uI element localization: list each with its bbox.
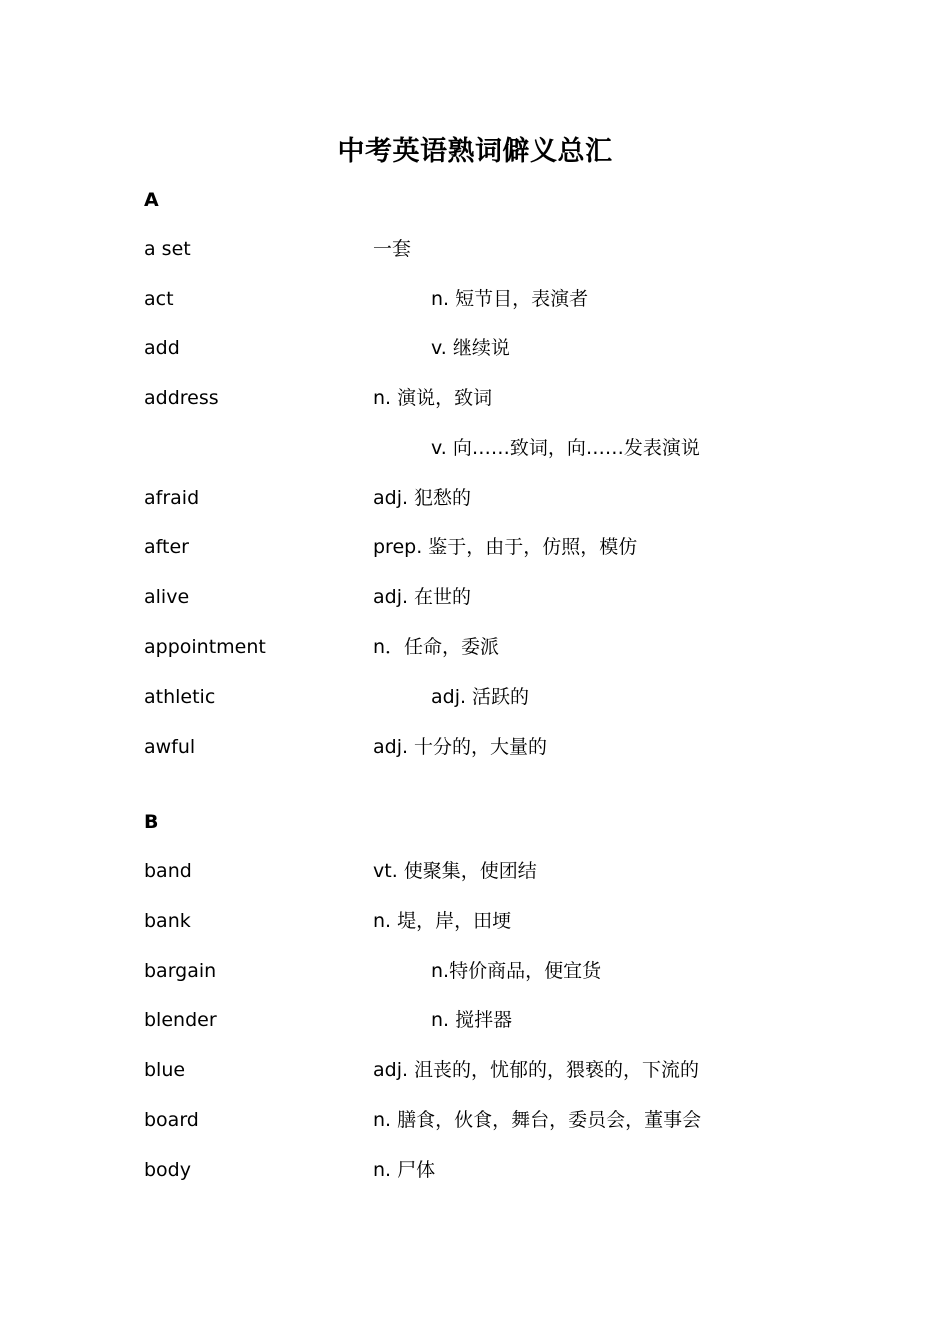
vocab-meaning: n．任命，委派 — [373, 636, 500, 658]
vocab-word: bank — [144, 910, 191, 932]
vocab-entry — [0, 483, 950, 513]
vocab-word: appointment — [144, 636, 266, 658]
vocab-word: afraid — [144, 487, 200, 509]
vocab-entry — [0, 1155, 950, 1185]
vocab-word: blender — [144, 1009, 217, 1031]
vocab-word: add — [144, 337, 180, 359]
vocab-meaning: n. 堤，岸，田埂 — [373, 910, 512, 932]
vocab-entry — [0, 732, 950, 762]
vocab-meaning: n. 搅拌器 — [431, 1009, 513, 1031]
vocab-entry — [0, 532, 950, 562]
vocab-entry — [0, 1005, 950, 1035]
section-heading-a: A — [144, 189, 159, 211]
vocab-entry — [0, 234, 950, 264]
vocab-meaning: adj. 沮丧的，忧郁的，猥亵的，下流的 — [373, 1059, 700, 1081]
vocab-entry — [0, 333, 950, 363]
vocab-word: after — [144, 536, 189, 558]
vocab-meaning: v. 继续说 — [431, 337, 510, 359]
vocab-meaning: v. 向……致词，向……发表演说 — [431, 437, 700, 459]
vocab-meaning: prep. 鉴于，由于，仿照，模仿 — [373, 536, 638, 558]
vocab-word: blue — [144, 1059, 186, 1081]
vocab-entry — [0, 856, 950, 886]
vocab-meaning: n. 尸体 — [373, 1159, 436, 1181]
vocab-word: address — [144, 387, 219, 409]
vocab-entry — [0, 582, 950, 612]
vocab-meaning: adj. 犯愁的 — [373, 487, 472, 509]
vocab-entry — [0, 632, 950, 662]
section-heading-b: B — [144, 811, 159, 833]
vocab-entry — [0, 284, 950, 314]
vocab-entry — [0, 383, 950, 413]
vocab-word: a set — [144, 238, 191, 260]
vocab-word: board — [144, 1109, 199, 1131]
document-title: 中考英语熟词僻义总汇 — [337, 136, 613, 167]
vocab-entry — [0, 956, 950, 986]
vocab-word: athletic — [144, 686, 216, 708]
vocab-meaning: adj. 活跃的 — [431, 686, 530, 708]
vocab-meaning: n. 短节目，表演者 — [431, 288, 589, 310]
vocab-entry — [0, 906, 950, 936]
vocab-entry — [0, 682, 950, 712]
vocab-meaning: adj. 十分的，大量的 — [373, 736, 548, 758]
vocab-meaning: adj. 在世的 — [373, 586, 472, 608]
vocab-word: act — [144, 288, 174, 310]
vocab-word: bargain — [144, 960, 217, 982]
vocab-meaning: 一套 — [373, 238, 412, 260]
vocab-entry — [0, 1055, 950, 1085]
vocab-entry — [0, 433, 950, 463]
vocab-meaning: n. 演说，致词 — [373, 387, 493, 409]
vocab-entry — [0, 1105, 950, 1135]
vocab-word: awful — [144, 736, 196, 758]
vocab-word: band — [144, 860, 192, 882]
vocab-meaning: vt. 使聚集，使团结 — [373, 860, 537, 882]
vocab-meaning: n. 膳食，伙食，舞台，委员会，董事会 — [373, 1109, 702, 1131]
vocab-meaning: n.特价商品，便宜货 — [431, 960, 602, 982]
vocab-word: body — [144, 1159, 191, 1181]
vocab-word: alive — [144, 586, 190, 608]
